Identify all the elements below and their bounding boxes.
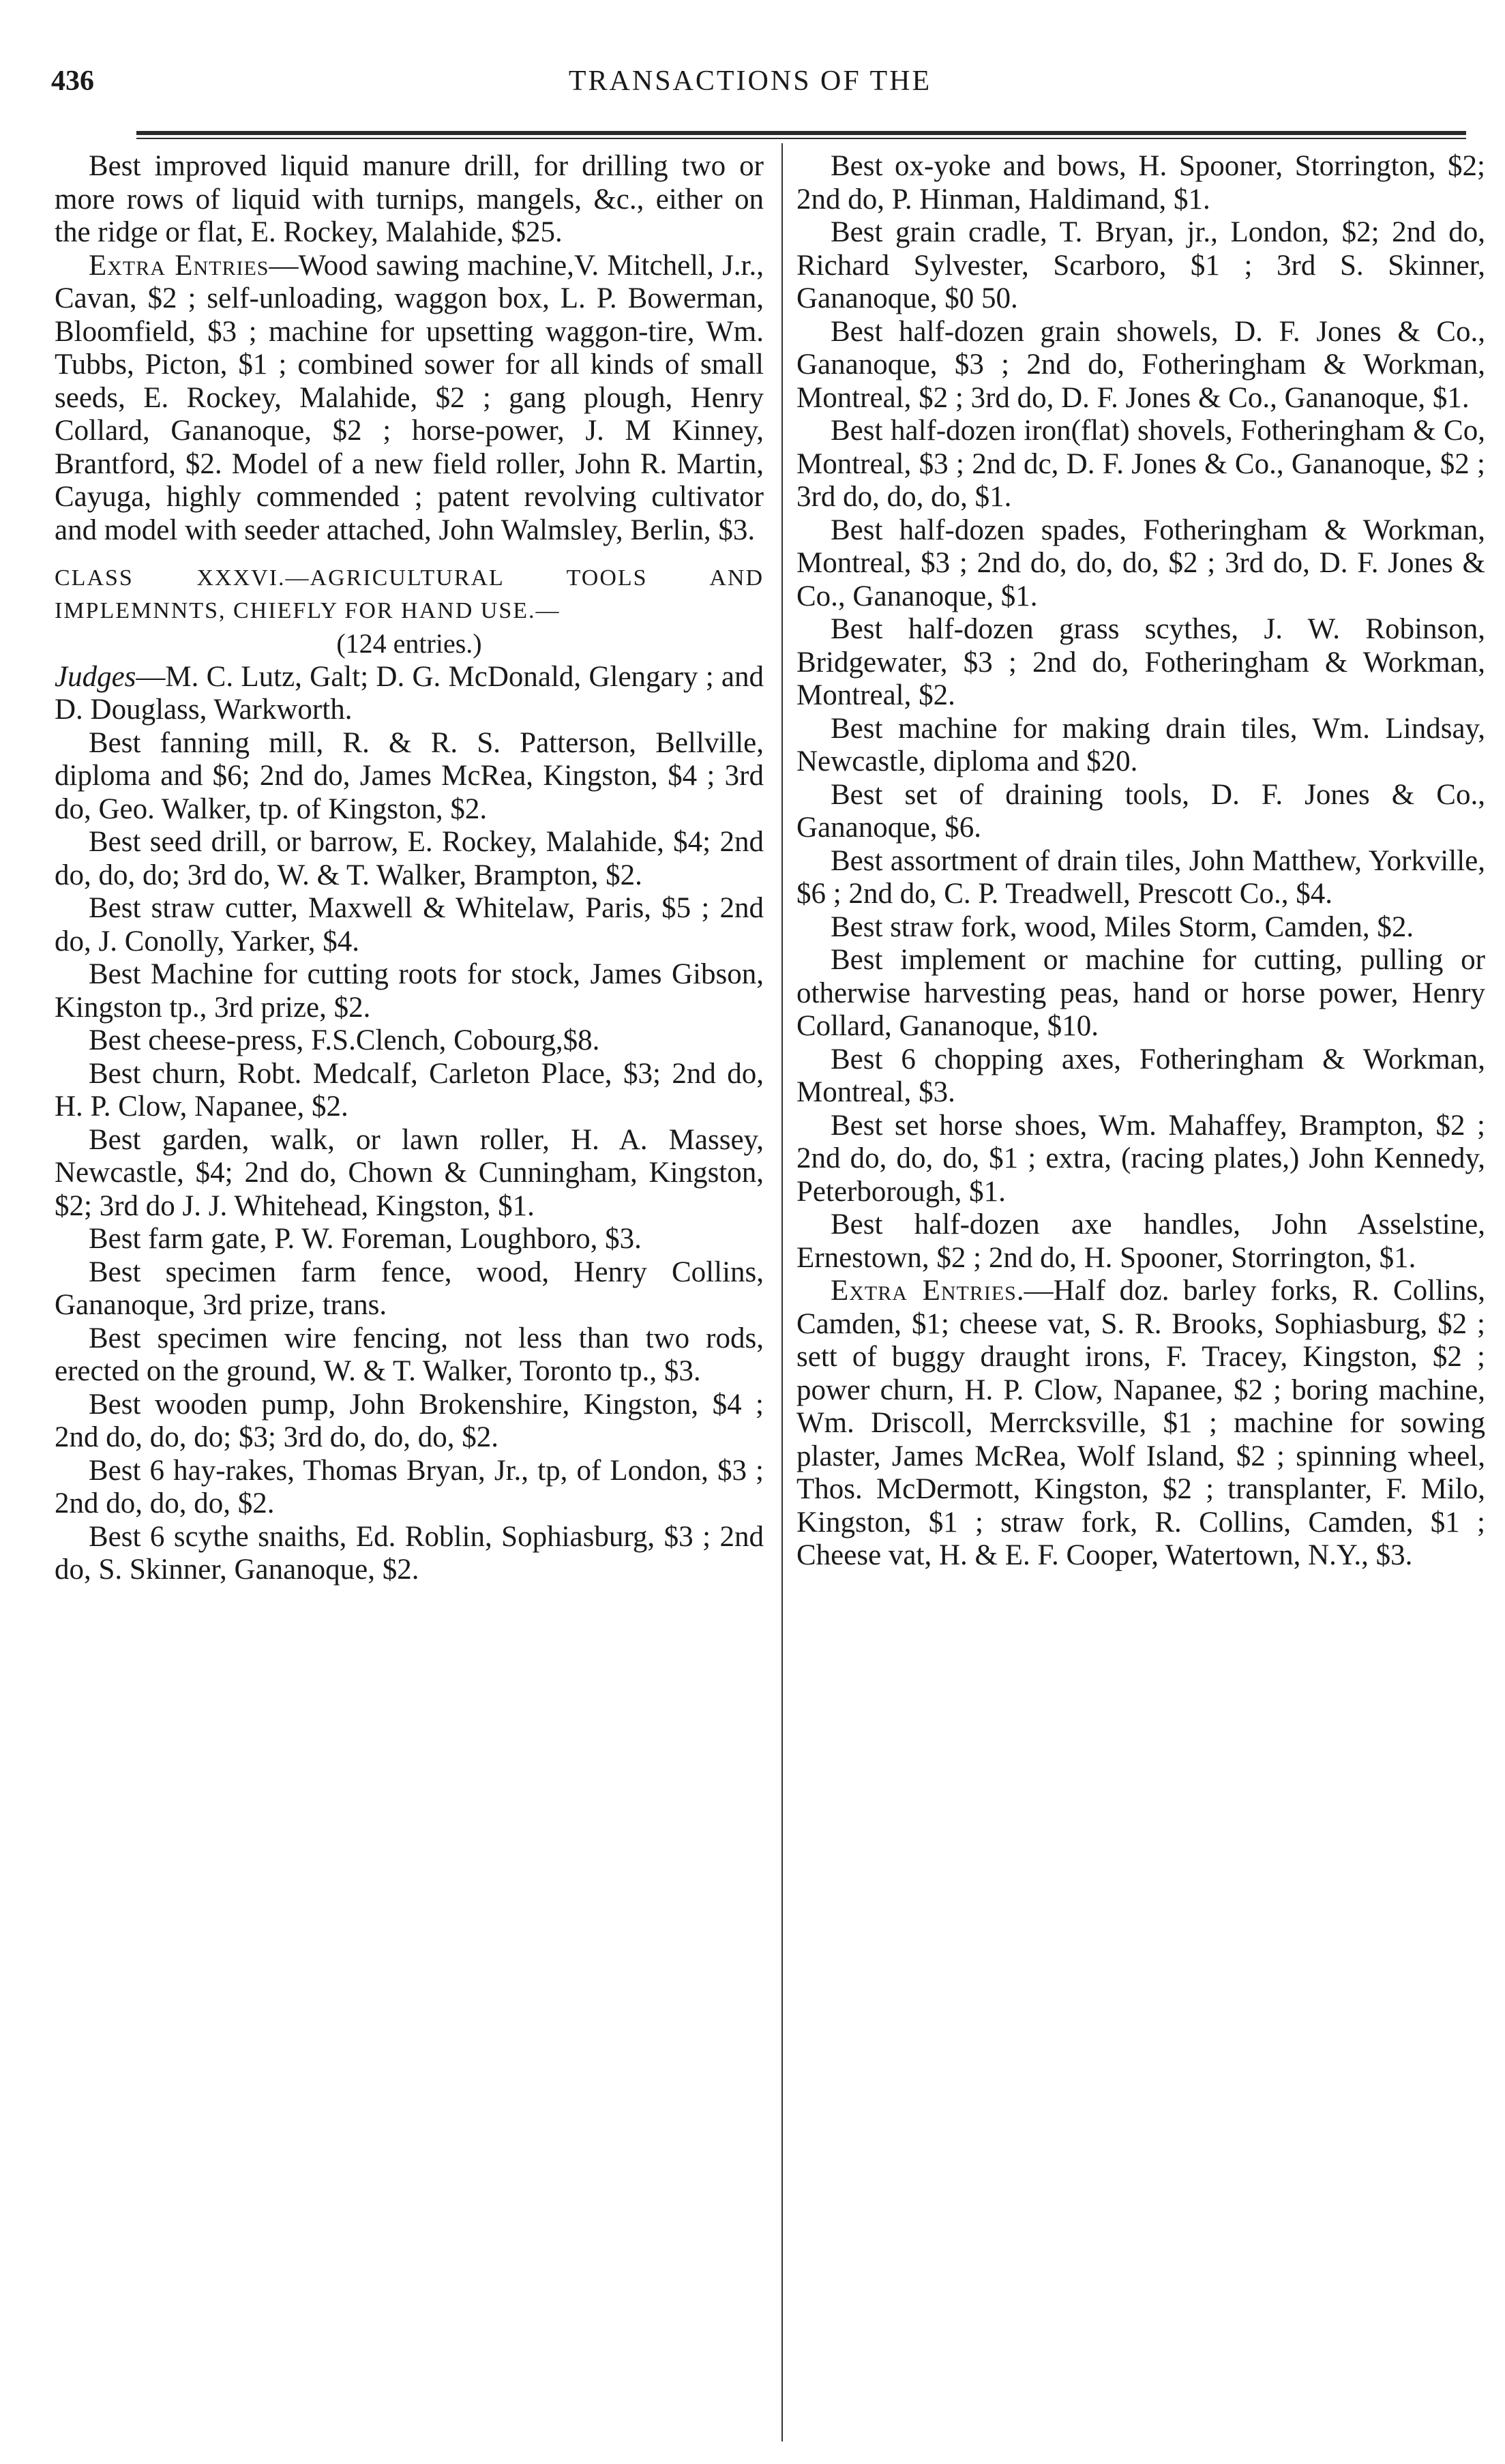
entry-paragraph: Best specimen farm fence, wood, Henry Collins, Gananoque, 3rd prize, trans. — [55, 1256, 764, 1321]
entry-paragraph: Best garden, walk, or lawn roller, H. A. Massey, Newcastle, $4; 2nd do, Chown & Cunningham, Kingston, $2; 3rd do J. J. Whitehead, Kingston, $1. — [55, 1123, 764, 1222]
entry-paragraph: Best implement or machine for cutting, pulling or otherwise harvesting peas, hand or horse power, Henry Collard, Gananoque, $10. — [796, 944, 1485, 1042]
entries-count: (124 entries.) — [336, 628, 482, 659]
entry-paragraph: Best straw fork, wood, Miles Storm, Camden, $2. — [831, 910, 1414, 943]
entry-paragraph: Best seed drill, or barrow, E. Rockey, Malahide, $4; 2nd do, do, do; 3rd do, W. & T. Walker, Brampton, $2. — [55, 826, 764, 891]
column-divider — [781, 143, 783, 2441]
entry-paragraph: Best specimen wire fencing, not less than two rods, erected on the ground, W. & T. Walker, Toronto tp., $3. — [55, 1322, 764, 1387]
right-column — [796, 150, 1485, 1573]
entry-paragraph: Best 6 chopping axes, Fotheringham & Workman, Montreal, $3. — [796, 1043, 1485, 1108]
extra-entries-paragraph — [796, 1275, 1485, 1573]
paragraph: Best improved liquid manure drill, for drilling two or more rows of liquid with turnips, mangels, &c., either on the ridge or flat, E. Rockey, Malahide, $25. — [55, 150, 764, 248]
header-rule-thick — [136, 131, 1466, 135]
entry-paragraph: Best half-dozen iron(flat) shovels, Fotheringham & Co, Montreal, $3 ; 2nd dc, D. F. Jones & Co., Gananoque, $2 ; 3rd do, do, do, $1. — [796, 415, 1485, 513]
extra-entries-text: .—Half doz. barley forks, R. Collins, Camden, $1; cheese vat, S. R. Brooks, Sophiasburg, $2 ; sett of buggy draught irons, F. Tracey, Kingston, $2 ; power churn, H. P. Clow, Napanee, $2 ; boring machine, Wm. Driscoll, Merrcksville, $1 ; machine for sowing plaster, James McRea, Wolf Island, $2 ; spinning wheel, Thos. McDermott, Kingston, $2 ; transplanter, F. Milo, Kingston, $1 ; straw fork, R. Collins, Camden, $1 ; Cheese vat, H. & E. F. Cooper, Watertown, N.Y., $3. — [796, 1275, 1485, 1571]
entry-paragraph: Best farm gate, P. W. Foreman, Loughboro, $3. — [89, 1223, 642, 1255]
page-header — [51, 65, 1449, 119]
entry-paragraph: Best grain cradle, T. Bryan, jr., London, $2; 2nd do, Richard Sylvester, Scarboro, $1 ; 3rd S. Skinner, Gananoque, $0 50. — [796, 216, 1485, 314]
entry-paragraph: Best half-dozen axe handles, John Asselstine, Ernestown, $2 ; 2nd do, H. Spooner, Storrington, $1. — [796, 1208, 1485, 1274]
entry-paragraph: Best ox-yoke and bows, H. Spooner, Storrington, $2; 2nd do, P. Hinman, Haldimand, $1. — [796, 150, 1485, 216]
entry-paragraph: Best machine for making drain tiles, Wm. Lindsay, Newcastle, diploma and $20. — [796, 712, 1485, 777]
page-number: 436 — [51, 65, 94, 97]
extra-entries-text: —Wood sawing machine,V. Mitchell, J.r., Cavan, $2 ; self-unloading, waggon box, L. P. Bowerman, Bloomfield, $3 ; machine for upsetting waggon-tire, Wm. Tubbs, Picton, $1 ; combined sower for all kinds of small seeds, E. Rockey, Malahide, $2 ; gang plough, Henry Collard, Gananoque, $2 ; horse-power, J. M Kinney, Brantford, $2. Model of a new field roller, John R. Martin, Cayuga, highly commended ; patent revolving cultivator and model with seeder attached, John Walmsley, Berlin, $3. — [55, 249, 764, 546]
class-heading: CLASS XXXVI.—AGRICULTURAL TOOLS AND IMPLEMNNTS, CHIEFLY FOR HAND USE.— — [55, 565, 764, 623]
extra-entries-lead: Extra Entries — [89, 249, 269, 282]
entry-paragraph: Best wooden pump, John Brokenshire, Kingston, $4 ; 2nd do, do, do; $3; 3rd do, do, do, $2. — [55, 1388, 764, 1453]
extra-entries-lead: Extra Entries — [831, 1275, 1017, 1307]
entry-paragraph: Best half-dozen grass scythes, J. W. Robinson, Bridgewater, $3 ; 2nd do, Fotheringham & Workman, Montreal, $2. — [796, 613, 1485, 711]
judges-text: —M. C. Lutz, Galt; D. G. McDonald, Glengary ; and D. Douglass, Warkworth. — [55, 660, 764, 726]
judges-paragraph — [55, 661, 764, 727]
running-title: TRANSACTIONS OF THE — [568, 65, 932, 97]
entry-paragraph: Best churn, Robt. Medcalf, Carleton Place, $3; 2nd do, H. P. Clow, Napanee, $2. — [55, 1057, 764, 1123]
entry-paragraph: Best set of draining tools, D. F. Jones & Co., Gananoque, $6. — [796, 778, 1485, 844]
header-rule-thin — [136, 138, 1466, 139]
entry-paragraph: Best cheese-press, F.S.Clench, Cobourg,$8. — [89, 1024, 600, 1056]
entry-paragraph: Best half-dozen spades, Fotheringham & Workman, Montreal, $3 ; 2nd do, do, do, $2 ; 3rd do, D. F. Jones & Co., Gananoque, $1. — [796, 514, 1485, 612]
entry-paragraph: Best half-dozen grain showels, D. F. Jones & Co., Gananoque, $3 ; 2nd do, Fotheringham & Workman, Montreal, $2 ; 3rd do, D. F. Jones & Co., Gananoque, $1. — [796, 315, 1485, 414]
entry-paragraph: Best set horse shoes, Wm. Mahaffey, Brampton, $2 ; 2nd do, do, do, $1 ; extra, (racing plates,) John Kennedy, Peterborough, $1. — [796, 1109, 1485, 1208]
judges-lead: Judges — [55, 660, 136, 693]
entry-paragraph: Best Machine for cutting roots for stock, James Gibson, Kingston tp., 3rd prize, $2. — [55, 958, 764, 1024]
entry-paragraph: Best fanning mill, R. & R. S. Patterson, Bellville, diploma and $6; 2nd do, James McRea, Kingston, $4 ; 3rd do, Geo. Walker, tp. of Kingston, $2. — [55, 726, 764, 825]
entry-paragraph: Best straw cutter, Maxwell & Whitelaw, Paris, $5 ; 2nd do, J. Conolly, Yarker, $4. — [55, 892, 764, 958]
entry-paragraph: Best 6 scythe snaiths, Ed. Roblin, Sophiasburg, $3 ; 2nd do, S. Skinner, Gananoque, $2. — [55, 1520, 764, 1586]
left-column — [55, 150, 764, 1587]
entry-paragraph: Best 6 hay-rakes, Thomas Bryan, Jr., tp, of London, $3 ; 2nd do, do, do, $2. — [55, 1454, 764, 1519]
extra-entries-paragraph — [55, 250, 764, 548]
entry-paragraph: Best assortment of drain tiles, John Matthew, Yorkville, $6 ; 2nd do, C. P. Treadwell, Prescott Co., $4. — [796, 844, 1485, 910]
